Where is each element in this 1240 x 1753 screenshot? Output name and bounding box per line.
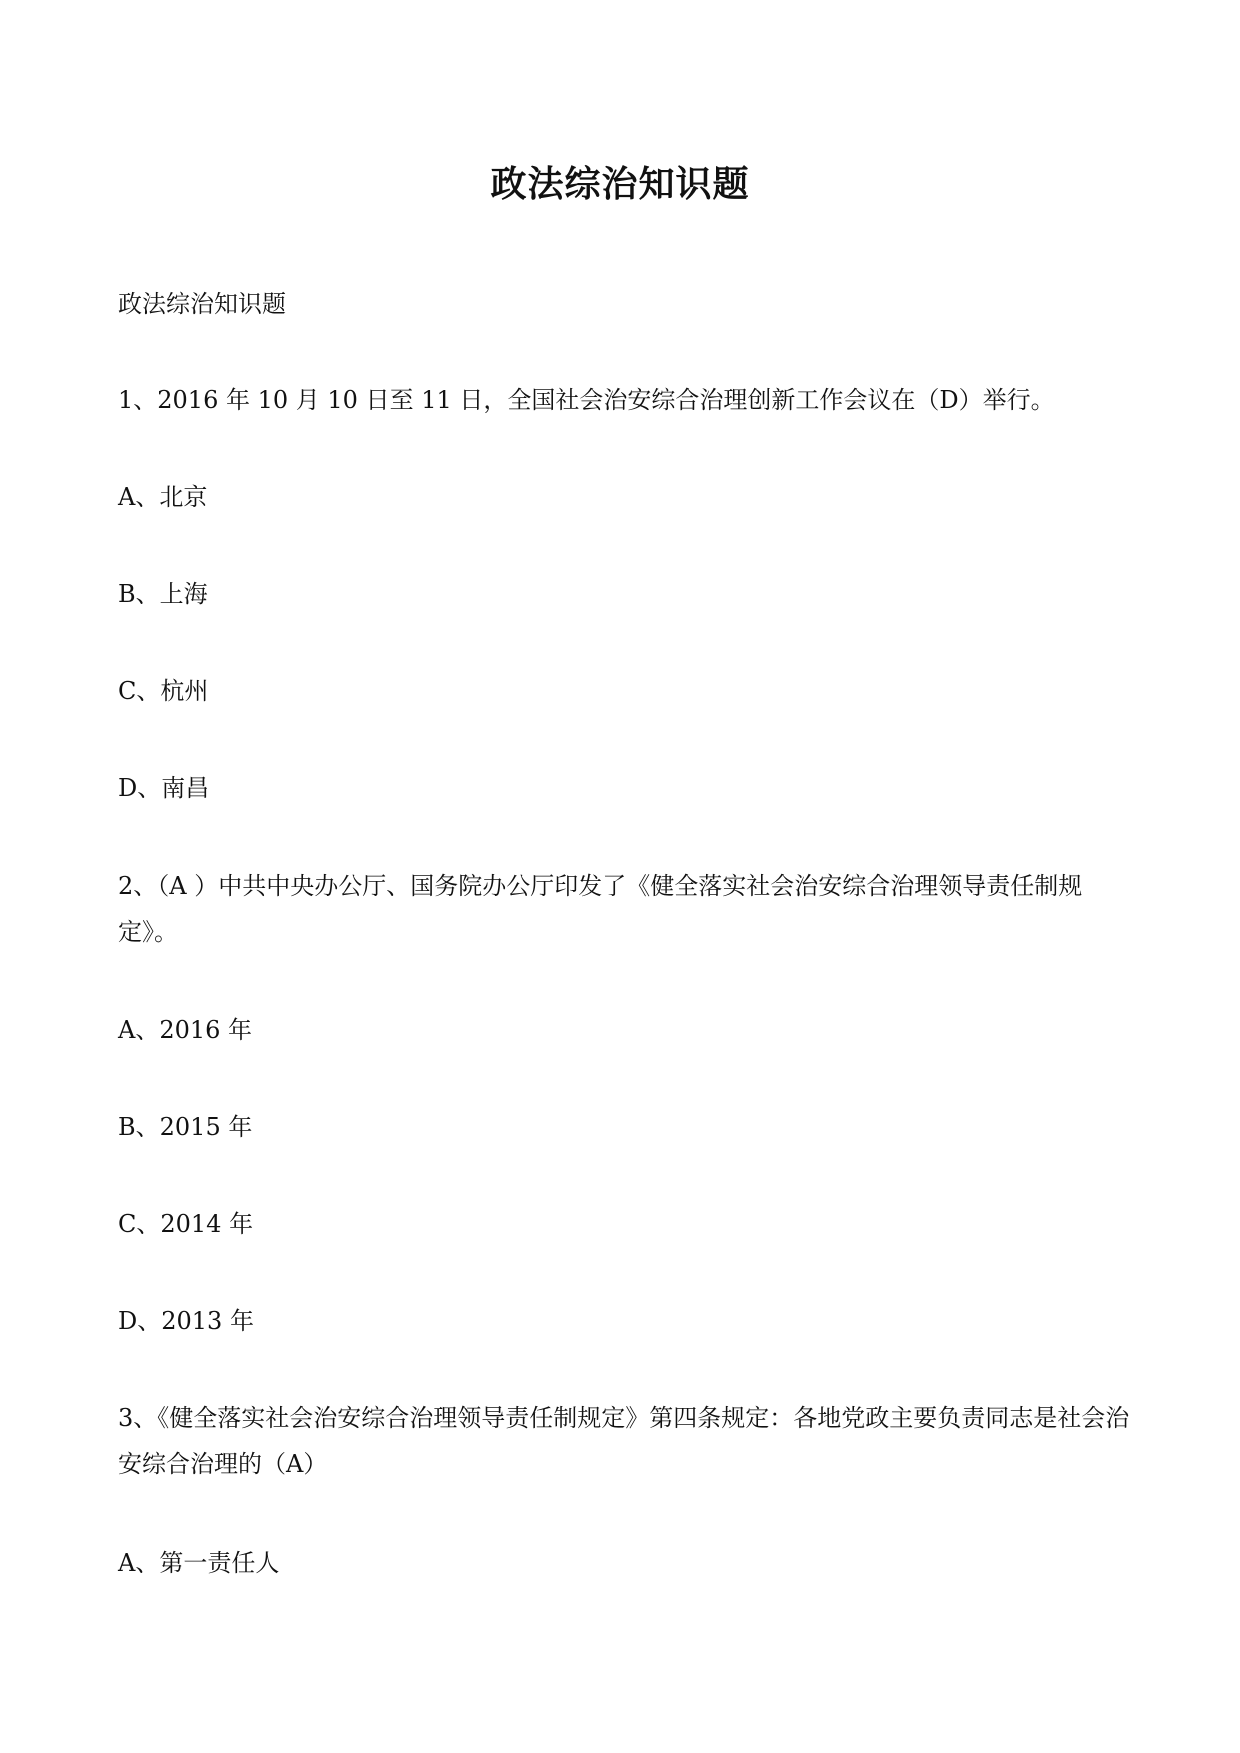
document-subtitle: 政法综治知识题 — [118, 290, 286, 318]
option-b: B、2015 年 — [118, 1113, 253, 1141]
option-a: A、北京 — [118, 483, 208, 511]
option-a: A、第一责任人 — [118, 1549, 280, 1577]
option-c: C、杭州 — [118, 677, 209, 705]
option-d: D、南昌 — [118, 774, 210, 802]
option-c: C、2014 年 — [118, 1210, 254, 1238]
option-d: D、2013 年 — [118, 1307, 254, 1335]
option-b: B、上海 — [118, 580, 208, 608]
document-title: 政法综治知识题 — [490, 163, 750, 205]
question-stem: 3、《健全落实社会治安综合治理领导责任制规定》第四条规定：各地党政主要负责同志是社会治安综合治理的（A） — [118, 1404, 1130, 1478]
question-stem: 2、（A ）中共中央办公厅、国务院办公厅印发了《健全落实社会治安综合治理领导责任制规定》。 — [118, 872, 1083, 946]
question-stem: 1、2016 年 10 月 10 日至 11 日，全国社会治安综合治理创新工作会议在（D）举行。 — [118, 386, 1055, 414]
option-a: A、2016 年 — [118, 1016, 253, 1044]
